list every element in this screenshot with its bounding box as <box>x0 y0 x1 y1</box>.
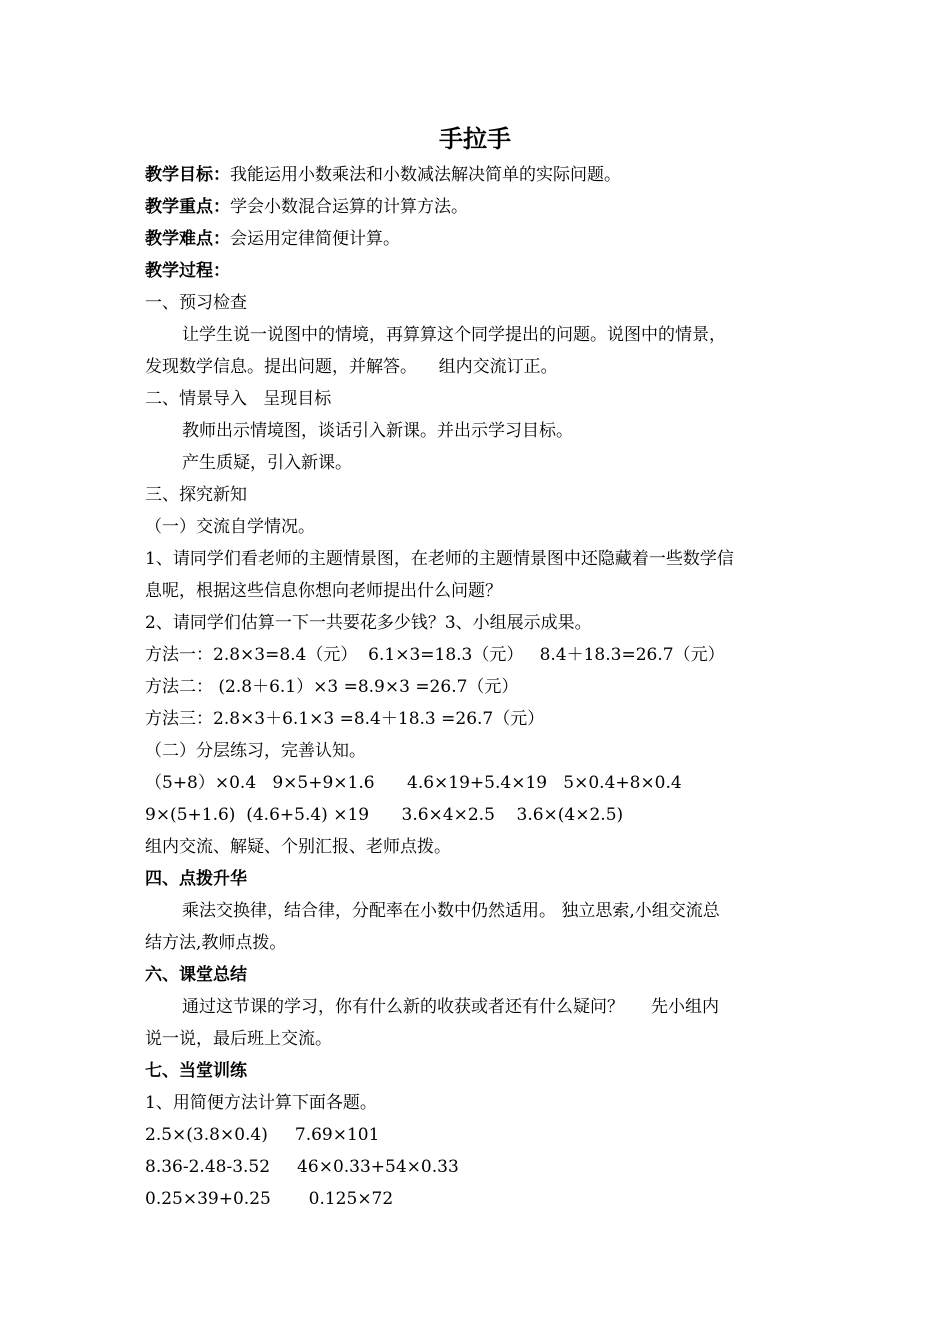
section-6-paragraph-line: 通过这节课的学习，你有什么新的收获或者还有什么疑问？ 先小组内 <box>182 997 720 1017</box>
question-line: 息呢，根据这些信息你想向老师提出什么问题？ <box>145 581 502 601</box>
objective-text: 我能运用小数乘法和小数减法解决简单的实际问题。 <box>230 165 621 185</box>
difficulty-line <box>145 223 810 255</box>
section-1-paragraph-line: 发现数学信息。提出问题，并解答。 组内交流订正。 <box>145 357 558 377</box>
key-point-line <box>145 191 810 223</box>
method-line: 方法三：2.8×3＋6.1×3 =8.4＋18.3 =26.7（元） <box>145 709 545 729</box>
difficulty-text: 会运用定律简便计算。 <box>230 229 400 249</box>
exercise-note: 组内交流、解疑、个别汇报、老师点拨。 <box>145 837 451 857</box>
subsection-heading: （一）交流自学情况。 <box>145 517 315 537</box>
section-6-paragraph-line: 说一说，最后班上交流。 <box>145 1029 332 1049</box>
practice-instruction: 1、用简便方法计算下面各题。 <box>145 1093 377 1113</box>
section-4-paragraph-line: 结方法,教师点拨。 <box>145 933 287 953</box>
section-4-paragraph-line: 乘法交换律，结合律，分配率在小数中仍然适用。 独立思索,小组交流总 <box>182 901 720 921</box>
section-6-heading: 六、课堂总结 <box>145 965 247 985</box>
difficulty-label: 教学难点： <box>145 229 230 249</box>
section-1-heading: 一、预习检查 <box>145 293 247 313</box>
method-line: 方法一：2.8×3=8.4（元） 6.1×3=18.3（元） 8.4＋18.3=26.7（元） <box>145 645 725 665</box>
method-line: 方法二： (2.8＋6.1）×3 =8.9×3 =26.7（元） <box>145 677 519 697</box>
subsection-heading: （二）分层练习，完善认知。 <box>145 741 366 761</box>
key-point-label: 教学重点： <box>145 197 230 217</box>
question-line: 1、请同学们看老师的主题情景图，在老师的主题情景图中还隐藏着一些数学信 <box>145 549 734 569</box>
section-2-paragraph-line: 产生质疑，引入新课。 <box>182 453 352 473</box>
question-line: 2、请同学们估算一下一共要花多少钱？3、小组展示成果。 <box>145 613 592 633</box>
section-2-paragraph-line: 教师出示情境图，谈话引入新课。并出示学习目标。 <box>182 421 573 441</box>
objective-line <box>145 159 810 191</box>
section-4-heading: 四、点拨升华 <box>145 869 247 889</box>
section-2-heading: 二、情景导入 呈现目标 <box>145 389 332 409</box>
key-point-text: 学会小数混合运算的计算方法。 <box>230 197 468 217</box>
objective-label: 教学目标： <box>145 165 230 185</box>
exercise-line: 9×(5+1.6) (4.6+5.4) ×19 3.6×4×2.5 3.6×(4×2.5) <box>145 805 624 825</box>
section-7-heading: 七、当堂训练 <box>145 1061 247 1081</box>
process-heading: 教学过程： <box>145 261 230 281</box>
exercise-line: （5+8）×0.4 9×5+9×1.6 4.6×19+5.4×19 5×0.4+8×0.4 <box>145 773 682 793</box>
section-1-paragraph-line: 让学生说一说图中的情境，再算算这个同学提出的问题。说图中的情景， <box>182 325 726 345</box>
document-body <box>145 159 810 1215</box>
document-title: 手拉手 <box>439 125 511 153</box>
practice-problem-line: 8.36-2.48-3.52 46×0.33+54×0.33 <box>145 1157 459 1177</box>
practice-problem-line: 0.25×39+0.25 0.125×72 <box>145 1189 394 1209</box>
practice-problem-line: 2.5×(3.8×0.4) 7.69×101 <box>145 1125 380 1145</box>
section-3-heading: 三、探究新知 <box>145 485 247 505</box>
